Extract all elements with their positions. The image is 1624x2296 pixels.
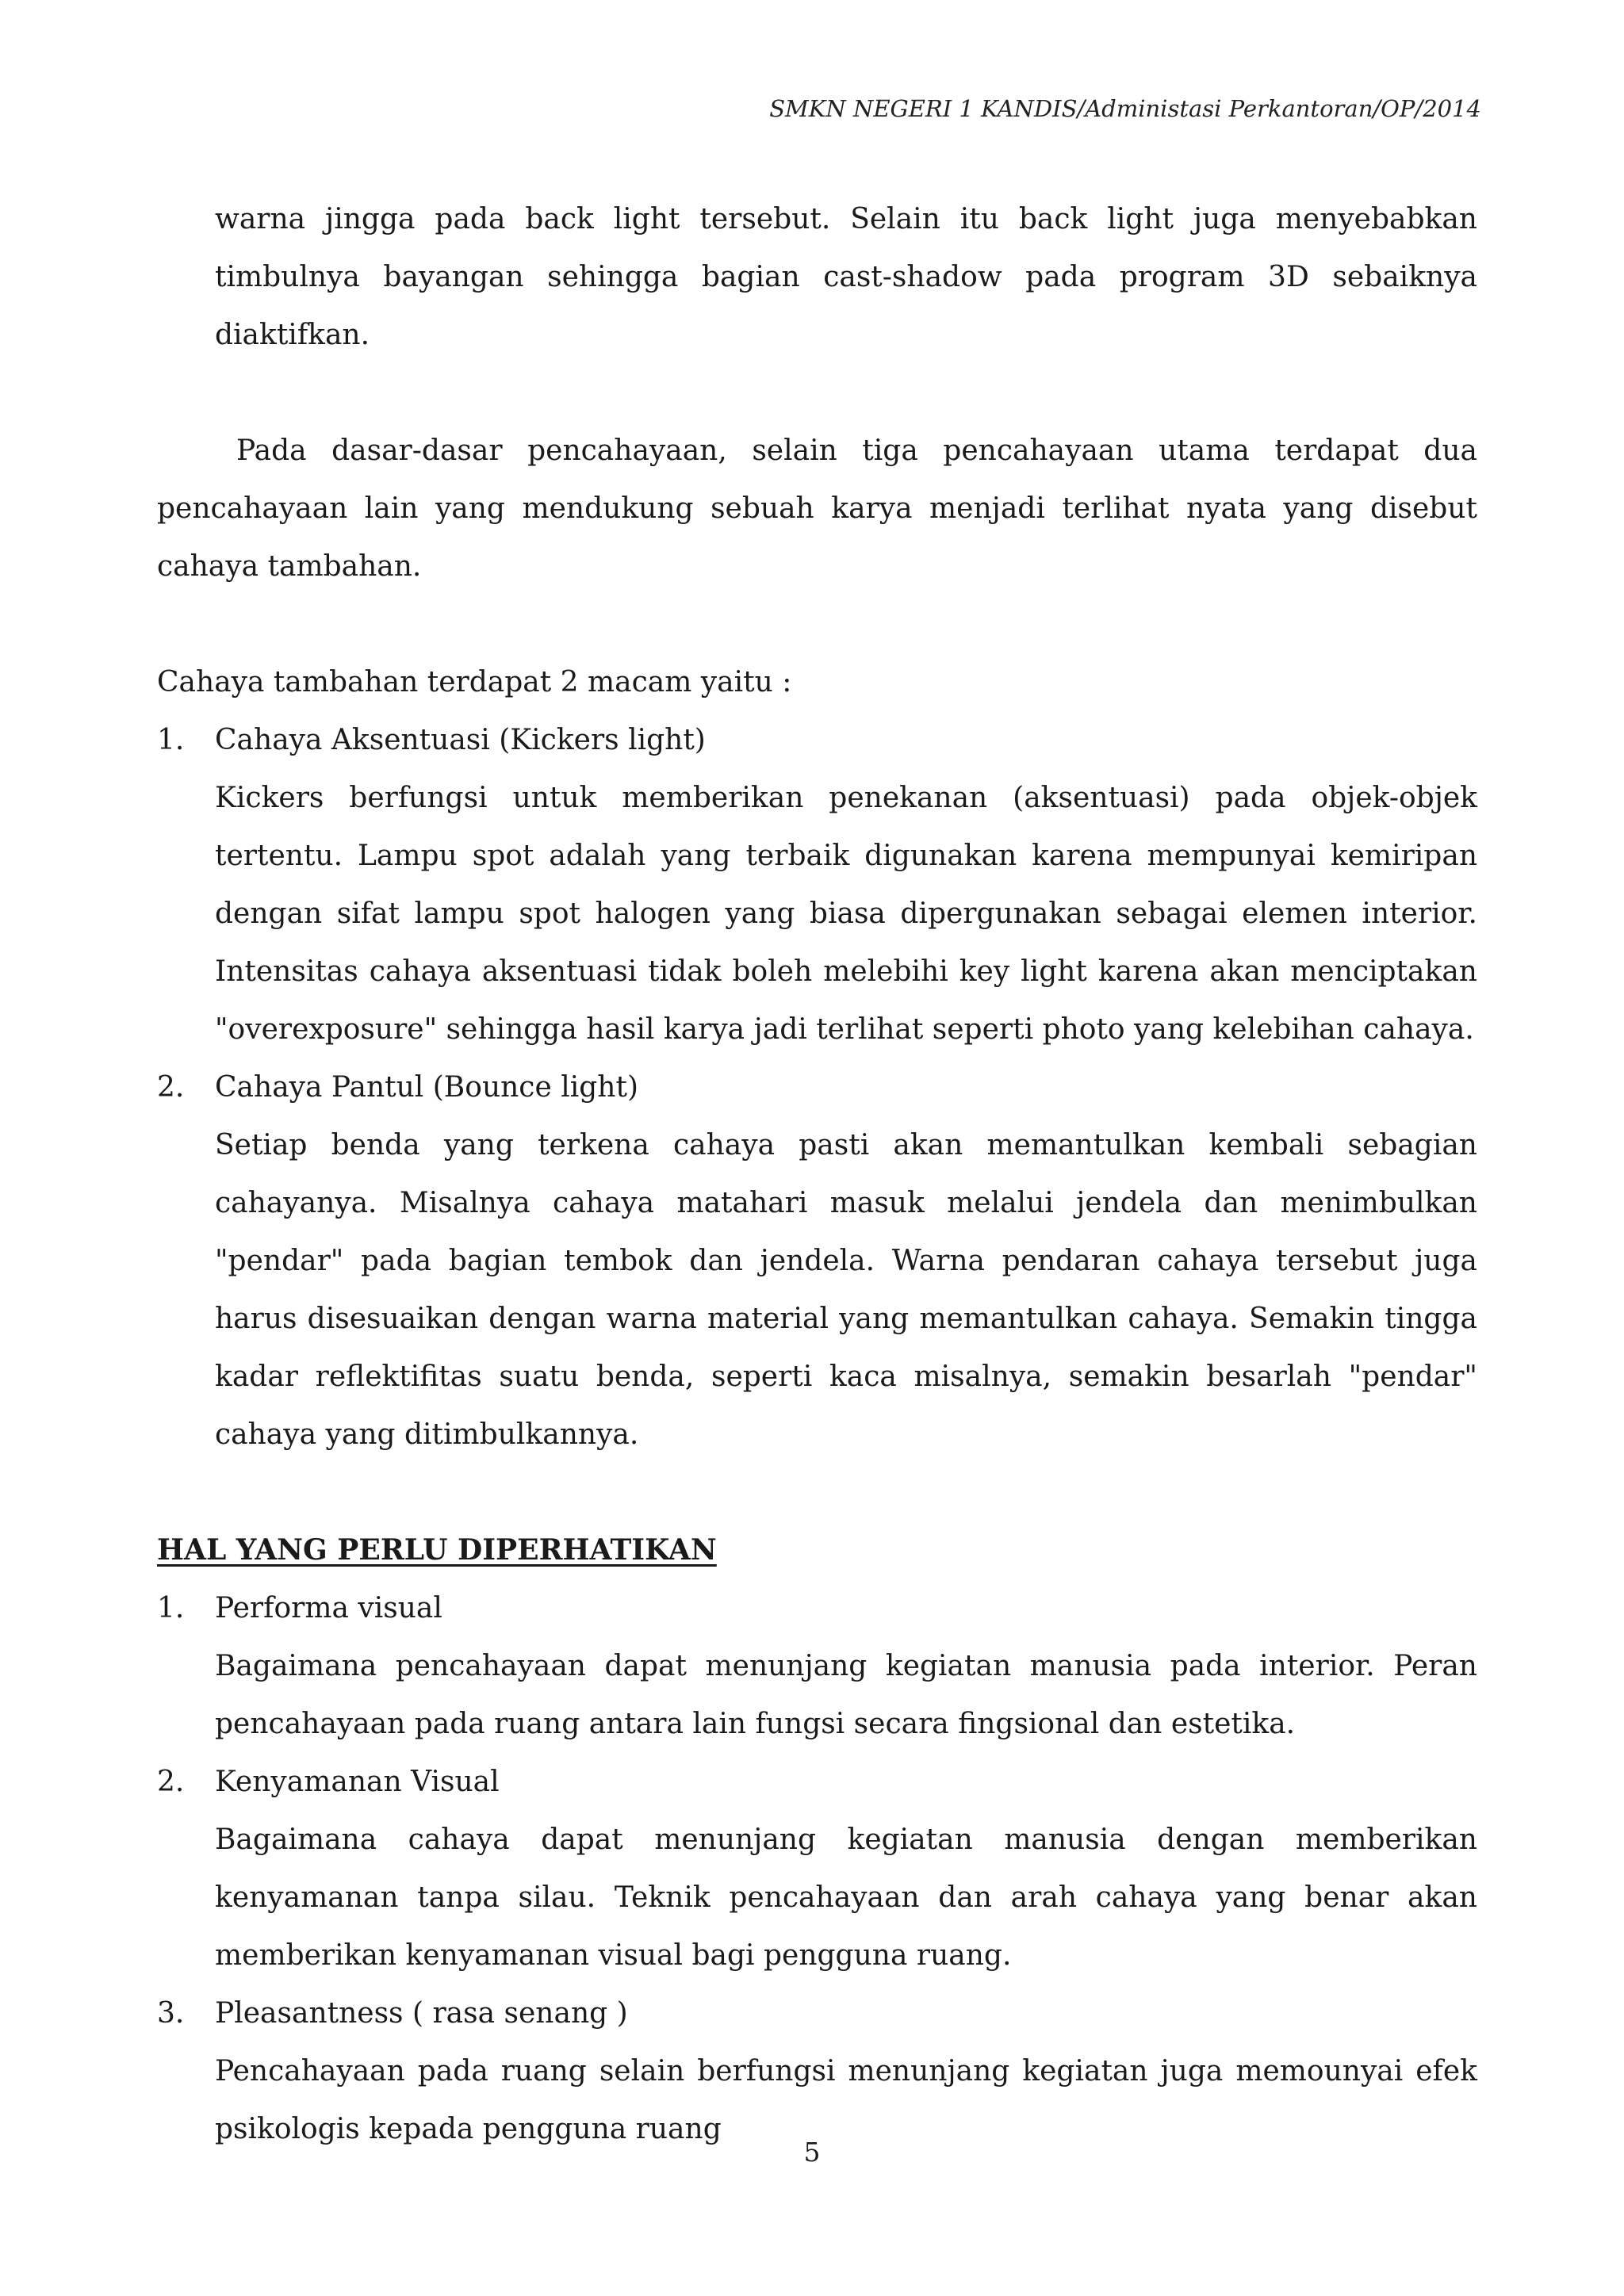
list-item-body: Bagaimana pencahayaan dapat menunjang kegiatan manusia pada interior. Peran pencahayaan pada ruang antara lain fungsi secara fingsional dan estetika.: [215, 1650, 1477, 1740]
list-intro: Cahaya tambahan terdapat 2 macam yaitu :: [157, 666, 792, 698]
list-content: [215, 711, 1477, 1058]
list-item-pleasantness: [157, 1984, 1477, 2158]
paragraph-spacer: [157, 1464, 1477, 1521]
list-item-body: Pencahayaan pada ruang selain berfungsi menunjang kegiatan juga memounyai efek psikologis kepada pengguna ruang: [215, 2055, 1477, 2145]
continuation-paragraph: warna jingga pada back light tersebut. Selain itu back light juga menyebabkan timbulnya bayangan sehingga bagian cast-shadow pada program 3D sebaiknya diaktifkan.: [215, 203, 1477, 351]
list-content: [215, 1579, 1477, 1753]
list-content: [215, 1984, 1477, 2158]
running-header: SMKN NEGERI 1 KANDIS/Administasi Perkantoran/OP/2014: [769, 95, 1481, 122]
list-item-title: Pleasantness ( rasa senang ): [215, 1997, 628, 2030]
intro-paragraph: Pada dasar-dasar pencahayaan, selain tiga pencahayaan utama terdapat dua pencahayaan lain yang mendukung sebuah karya menjadi terlihat nyata yang disebut cahaya tambahan.: [157, 434, 1477, 583]
paragraph-spacer: [157, 364, 1477, 422]
list-item-title: Cahaya Pantul (Bounce light): [215, 1071, 638, 1104]
page-number: 5: [803, 2137, 821, 2168]
list-number: 2.: [157, 1071, 185, 1104]
list-item-title: Cahaya Aksentuasi (Kickers light): [215, 724, 706, 756]
list-number: 3.: [157, 1997, 185, 2030]
list-number: 1.: [157, 724, 185, 756]
list-item-title: Performa visual: [215, 1592, 442, 1624]
list-item-body: Setiap benda yang terkena cahaya pasti akan memantulkan kembali sebagian cahayanya. Misalnya cahaya matahari masuk melalui jendela dan menimbulkan "pendar" pada bagian tembok dan jendela. Warna pendaran cahaya tersebut juga harus disesuaikan dengan warna material yang memantulkan cahaya. Semakin tingga kadar reflektifitas suatu benda, seperti kaca misalnya, semakin besarlah "pendar" cahaya yang ditimbulkannya.: [215, 1129, 1477, 1451]
list-content: [215, 1058, 1477, 1464]
list-item-title: Kenyamanan Visual: [215, 1766, 500, 1798]
list-number: 1.: [157, 1592, 185, 1624]
list-item-performa-visual: [157, 1579, 1477, 1753]
list-item-bounce-light: [157, 1058, 1477, 1464]
list-number: 2.: [157, 1766, 185, 1798]
list-item-body: Bagaimana cahaya dapat menunjang kegiatan manusia dengan memberikan kenyamanan tanpa silau. Teknik pencahayaan dan arah cahaya yang benar akan memberikan kenyamanan visual bagi pengguna ruang.: [215, 1823, 1477, 1972]
paragraph-spacer: [157, 595, 1477, 653]
list-item-kenyamanan-visual: [157, 1753, 1477, 1984]
list-item-body: Kickers berfungsi untuk memberikan penekanan (aksentuasi) pada objek-objek tertentu. Lampu spot adalah yang terbaik digunakan karena mempunyai kemiripan dengan sifat lampu spot halogen yang biasa dipergunakan sebagai elemen interior. Intensitas cahaya aksentuasi tidak boleh melebihi key light karena akan menciptakan "overexposure" sehingga hasil karya jadi terlihat seperti photo yang kelebihan cahaya.: [215, 782, 1477, 1046]
document-body: [157, 190, 1477, 2158]
list-item-kickers-light: [157, 711, 1477, 1058]
section-heading: HAL YANG PERLU DIPERHATIKAN: [157, 1533, 717, 1567]
list-content: [215, 1753, 1477, 1984]
